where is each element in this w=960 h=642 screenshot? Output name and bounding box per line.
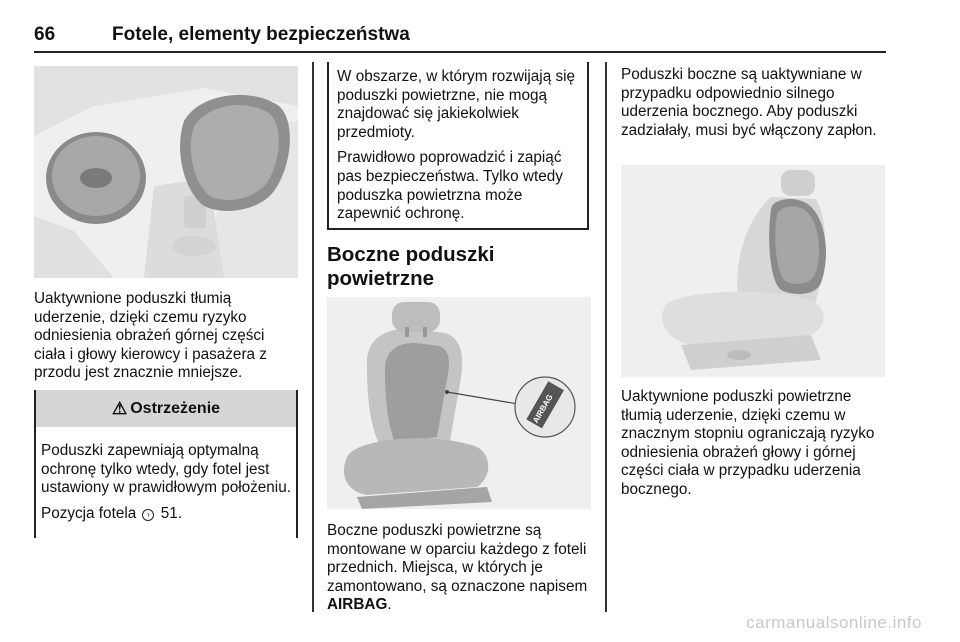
warning-triangle-icon: ⚠ (111, 398, 128, 418)
seat-airbag-label-illustration (327, 297, 591, 509)
column-divider-2 (605, 62, 607, 612)
airbag-label-bold: AIRBAG (327, 596, 388, 614)
note-box (327, 62, 589, 230)
paragraph-period: . (387, 596, 392, 614)
col3-paragraph-2: Uaktywnione poduszki powietrzne tłumią uderzenie, dzięki czemu w znacznym stopniu ograniczają ryzyko odniesienia obrażeń głowy i górnej części ciała w przypadku uderzenia bocznego. (621, 388, 875, 498)
reference-prefix: Pozycja fotela (41, 504, 137, 522)
page-header (34, 24, 886, 52)
airbag-seat-label: AIRBAG (531, 392, 555, 425)
side-airbag-deployed-illustration (621, 165, 885, 377)
watermark: carmanualsonline.info (746, 613, 922, 632)
warning-body (34, 427, 298, 538)
section-heading: Boczne poduszki powietrzne (327, 243, 495, 290)
warning-text: Poduszki zapewniają optymalną ochronę tylko wtedy, gdy fotel jest ustawiony w prawidłowym położeniu. (41, 442, 291, 497)
page-number: 66 (34, 24, 56, 45)
front-airbags-illustration (34, 66, 298, 278)
warning-title: Ostrzeżenie (130, 399, 221, 417)
col1-paragraph: Uaktywnione poduszki tłumią uderzenie, dzięki czemu ryzyko odniesienia obrażeń górnej części ciała i głowy kierowcy i pasażera z przodu jest znacznie mniejsze. (34, 290, 267, 382)
reference-page: 51. (160, 504, 182, 522)
col3-paragraph-1: Poduszki boczne są uaktywniane w przypadku odpowiednio silnego uderzenia bocznego. Aby poduszki zadziałały, musi być włączony zapłon. (621, 66, 877, 139)
col2-paragraph (327, 522, 595, 615)
note-paragraph-1: W obszarze, w którym rozwijają się poduszki powietrzne, nie mogą znajdować się jakiekolwiek przedmioty. (337, 68, 576, 141)
warning-reference (41, 505, 292, 524)
chapter-title: Fotele, elementy bezpieczeństwa (112, 24, 410, 45)
warning-box (34, 390, 298, 540)
warning-header (34, 390, 298, 427)
note-paragraph-2: Prawidłowo poprowadzić i zapiąć pas bezpieczeństwa. Tylko wtedy poduszka powietrzna może zapewnić ochronę. (337, 149, 563, 223)
header-rule (34, 51, 886, 53)
column-divider-1 (312, 62, 314, 612)
airbag-location-text: Boczne poduszki powietrzne są montowane w oparciu każdego z foteli przednich. Miejsca, w których je zamontowano, są oznaczone napisem (327, 522, 588, 595)
page-reference-arrow-icon: › (142, 509, 154, 521)
